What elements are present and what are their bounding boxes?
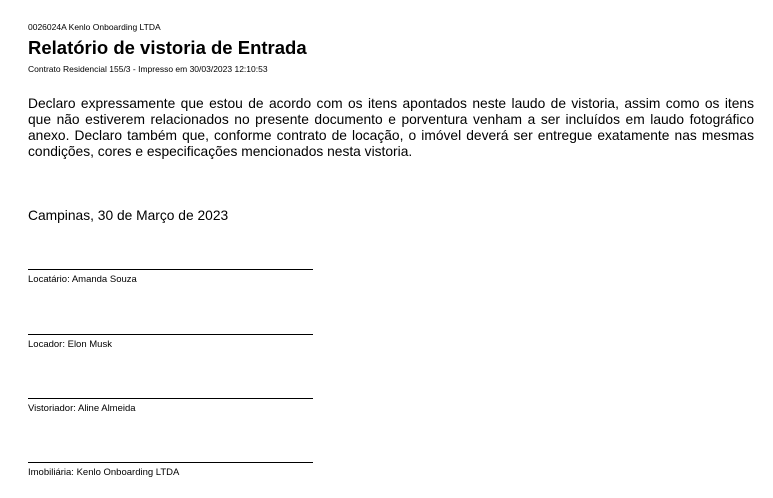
signature-label-tenant: Locatário: Amanda Souza <box>28 274 137 285</box>
signature-label-agency: Imobiliária: Kenlo Onboarding LTDA <box>28 467 180 478</box>
contract-subtitle: Contrato Residencial 155/3 - Impresso em 30/03/2023 12:10:53 <box>28 64 268 74</box>
signature-label-inspector: Vistoriador: Aline Almeida <box>28 403 136 414</box>
declaration-paragraph: Declaro expressamente que estou de acordo com os itens apontados neste laudo de vistoria, assim como os itens que não estiverem relacionados no presente documento e porventura venham a ser incluídos em laudo fotográfico anexo. Declaro também que, conforme contrato de locação, o imóvel deverá ser entregue exatamente nas mesmas condições, cores e especificações mencionados nesta vistoria. <box>28 96 754 159</box>
signature-line <box>28 334 313 335</box>
page-title: Relatório de vistoria de Entrada <box>28 37 307 58</box>
signature-line <box>28 269 313 270</box>
signature-line <box>28 398 313 399</box>
place-date: Campinas, 30 de Março de 2023 <box>28 208 229 223</box>
signature-label-landlord: Locador: Elon Musk <box>28 339 112 350</box>
company-code: 0026024A Kenlo Onboarding LTDA <box>28 22 161 32</box>
report-page <box>28 0 754 498</box>
signature-line <box>28 462 313 463</box>
